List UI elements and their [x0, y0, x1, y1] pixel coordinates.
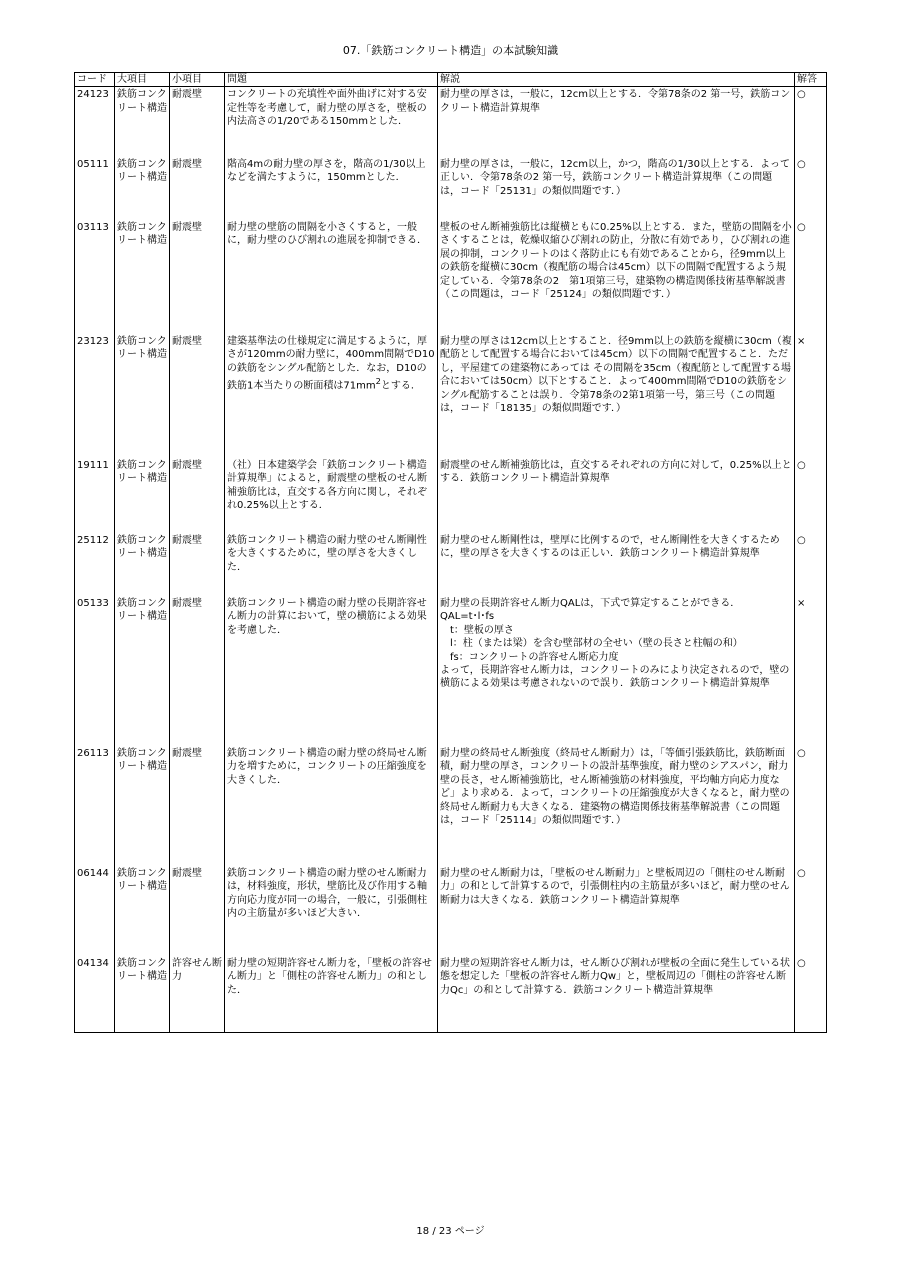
table-row: [75, 334, 827, 458]
question-cell: 鉄筋コンクリート構造の耐力壁のせん断耐力は，材料強度，形状，壁筋比及び作用する軸方向応力度が同一の場合，一般に，引張側柱内の主筋量が多いほど大きい．: [225, 866, 438, 956]
question-text: 建築基準法の仕様規定に満足するように，厚さが120mmの耐力壁に，400mm間隔でD10の鉄筋をシングル配筋とした．なお，D10の鉄筋1本当たりの断面積は71mm: [227, 335, 435, 392]
minor-cell: 許容せん断力: [170, 956, 225, 1033]
major-cell: 鉄筋コンクリート構造: [115, 746, 170, 866]
code-cell: 05133: [75, 596, 115, 746]
explanation-cell: 耐力壁の厚さは，一般に，12cm以上，かつ，階高の1/30以上とする．よって正しい．令第78条の2 第一号，鉄筋コンクリート構造計算規準（この問題は，コード「25131」の類似問題です．）: [438, 157, 795, 220]
code-cell: 03113: [75, 220, 115, 334]
explanation-cell: 耐力壁の厚さは，一般に，12cm以上とする．令第78条の2 第一号，鉄筋コンクリート構造計算規準: [438, 87, 795, 157]
minor-cell: 耐震壁: [170, 334, 225, 458]
col-header-major: 大項目: [115, 73, 170, 87]
qa-table: [74, 72, 827, 1033]
answer-cell: ○: [795, 746, 827, 866]
minor-cell: 耐震壁: [170, 458, 225, 533]
question-cell: コンクリートの充填性や面外曲げに対する安定性等を考慮して，耐力壁の厚さを，壁板の内法高さの1/20である150mmとした．: [225, 87, 438, 157]
table-row: [75, 220, 827, 334]
col-header-answer: 解答: [795, 73, 827, 87]
question-text-end: とする．: [380, 380, 421, 392]
explanation-cell: 耐力壁のせん断耐力は，「壁板のせん断耐力」と壁板周辺の「側柱のせん断耐力」の和として計算するので，引張側柱内の主筋量が多いほど，耐力壁のせん断耐力は大きくなる．鉄筋コンクリート構造計算規準: [438, 866, 795, 956]
minor-cell: 耐震壁: [170, 746, 225, 866]
table-row: [75, 746, 827, 866]
code-cell: 06144: [75, 866, 115, 956]
col-header-code: コード: [75, 73, 115, 87]
major-cell: 鉄筋コンクリート構造: [115, 334, 170, 458]
answer-cell: ○: [795, 866, 827, 956]
answer-cell: ○: [795, 458, 827, 533]
major-cell: 鉄筋コンクリート構造: [115, 533, 170, 596]
minor-cell: 耐震壁: [170, 87, 225, 157]
col-header-question: 問題: [225, 73, 438, 87]
explanation-cell: 耐力壁の短期許容せん断力は，せん断ひび割れが壁板の全面に発生している状態を想定した「壁板の許容せん断力Qw」と，壁板周辺の「側柱の許容せん断力Qc」の和として計算する．鉄筋コンクリート構造計算規準: [438, 956, 795, 1033]
table-row: [75, 533, 827, 596]
explanation-cell: 耐震壁のせん断補強筋比は，直交するそれぞれの方向に対して，0.25%以上とする．鉄筋コンクリート構造計算規準: [438, 458, 795, 533]
code-cell: 24123: [75, 87, 115, 157]
answer-cell: ○: [795, 157, 827, 220]
minor-cell: 耐震壁: [170, 866, 225, 956]
code-cell: 23123: [75, 334, 115, 458]
table-row: [75, 596, 827, 746]
code-cell: 19111: [75, 458, 115, 533]
explanation-cell: 耐力壁のせん断剛性は，壁厚に比例するので，せん断剛性を大きくするために，壁の厚さを大きくするのは正しい．鉄筋コンクリート構造計算規準: [438, 533, 795, 596]
major-cell: 鉄筋コンクリート構造: [115, 220, 170, 334]
explanation-cell: 耐力壁の長期許容せん断力QALは，下式で算定することができる． QAL=t･l･fs t：壁板の厚さ l：柱（または梁）を含む壁部材の全せい（壁の長さと柱幅の和） fs：コンクリートの許容せん断応力度 よって，長期許容せん断力は，コンクリートのみにより決定されるので，壁の横筋による効果は考慮されないので誤り．鉄筋コンクリート構造計算規準: [438, 596, 795, 746]
question-cell: 耐力壁の短期許容せん断力を，「壁板の許容せん断力」と「側柱の許容せん断力」の和とした．: [225, 956, 438, 1033]
code-cell: 25112: [75, 533, 115, 596]
table-row: [75, 458, 827, 533]
question-cell: 階高4mの耐力壁の厚さを，階高の1/30以上などを満たすように，150mmとした．: [225, 157, 438, 220]
code-cell: 26113: [75, 746, 115, 866]
question-cell: 鉄筋コンクリート構造の耐力壁のせん断剛性を大きくするために，壁の厚さを大きくした．: [225, 533, 438, 596]
question-cell: 耐力壁の壁筋の間隔を小さくすると，一般に，耐力壁のひび割れの進展を抑制できる．: [225, 220, 438, 334]
code-cell: 04134: [75, 956, 115, 1033]
major-cell: 鉄筋コンクリート構造: [115, 157, 170, 220]
col-header-explanation: 解説: [438, 73, 795, 87]
answer-cell: ○: [795, 956, 827, 1033]
answer-cell: ×: [795, 596, 827, 746]
answer-cell: ×: [795, 334, 827, 458]
minor-cell: 耐震壁: [170, 596, 225, 746]
explanation-cell: 壁板のせん断補強筋比は縦横ともに0.25%以上とする．また，壁筋の間隔を小さくすることは，乾燥収縮ひび割れの防止，分散に有効であり，ひび割れの進展の抑制，コンクリートのはく落防止にも有効であることから，径9mm以上の鉄筋を縦横に30cm（複配筋の場合は45cm）以下の間隔で配置するよう規定している．令第78条の2 第1項第三号，建築物の構造関係技術基準解説書（この問題は，コード「25124」の類似問題です．）: [438, 220, 795, 334]
superscript-2: 2: [375, 376, 381, 387]
major-cell: 鉄筋コンクリート構造: [115, 866, 170, 956]
answer-cell: ○: [795, 533, 827, 596]
question-cell: 鉄筋コンクリート構造の耐力壁の長期許容せん断力の計算において，壁の横筋による効果を考慮した．: [225, 596, 438, 746]
major-cell: 鉄筋コンクリート構造: [115, 458, 170, 533]
col-header-minor: 小項目: [170, 73, 225, 87]
minor-cell: 耐震壁: [170, 220, 225, 334]
major-cell: 鉄筋コンクリート構造: [115, 956, 170, 1033]
page-title: 07.「鉄筋コンクリート構造」の本試験知識: [342, 44, 559, 57]
code-cell: 05111: [75, 157, 115, 220]
question-cell: （社）日本建築学会「鉄筋コンクリート構造計算規準」によると，耐震壁の壁板のせん断補強筋比は，直交する各方向に関し，それぞれ0.25%以上とする．: [225, 458, 438, 533]
table-row: [75, 956, 827, 1033]
explanation-cell: 耐力壁の厚さは12cm以上とすること．径9mm以上の鉄筋を縦横に30cm（複配筋として配置する場合においては45cm）以下の間隔で配置すること．ただし，平屋建ての建築物にあっては その間隔を35cm（複配筋として配置する場合においては50cm）以下とすること．よって400mm間隔でD10の鉄筋をシングル配筋することは誤り．令第78条の2第1項第一号，第三号（この問題は，コード「18135」の類似問題です．）: [438, 334, 795, 458]
minor-cell: 耐震壁: [170, 157, 225, 220]
question-cell: 鉄筋コンクリート構造の耐力壁の終局せん断力を増すために，コンクリートの圧縮強度を大きくした．: [225, 746, 438, 866]
major-cell: 鉄筋コンクリート構造: [115, 87, 170, 157]
table-header-row: [75, 73, 827, 87]
answer-cell: ○: [795, 220, 827, 334]
answer-cell: ○: [795, 87, 827, 157]
question-cell: [225, 334, 438, 458]
table-row: [75, 87, 827, 157]
major-cell: 鉄筋コンクリート構造: [115, 596, 170, 746]
table-row: [75, 866, 827, 956]
table-row: [75, 157, 827, 220]
page-number: 18 / 23 ページ: [416, 1226, 485, 1237]
explanation-cell: 耐力壁の終局せん断強度（終局せん断耐力）は，「等価引張鉄筋比，鉄筋断面積，耐力壁の厚さ，コンクリートの設計基準強度，耐力壁のシアスパン，耐力壁の長さ，せん断補強筋比，せん断補強筋の材料強度，平均軸方向応力度など」より求める．よって，コンクリートの圧縮強度が大きくなると，耐力壁の終局せん断耐力も大きくなる．建築物の構造関係技術基準解説書（この問題は，コード「25114」の類似問題です．）: [438, 746, 795, 866]
minor-cell: 耐震壁: [170, 533, 225, 596]
